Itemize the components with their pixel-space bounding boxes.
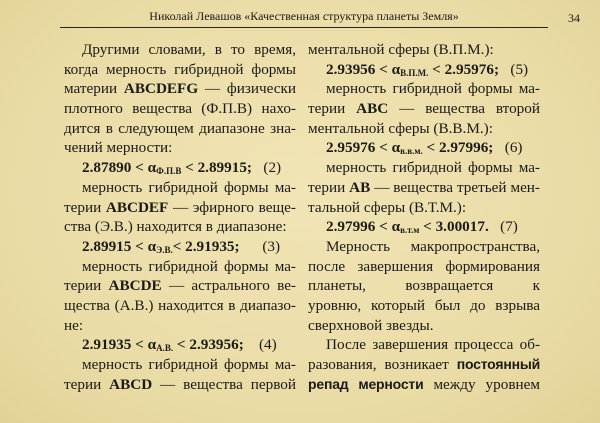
- text-line: плотного вещества (Ф.П.В) нахо-: [64, 100, 296, 118]
- text-line: после завершения формирования: [308, 257, 540, 275]
- text-line: мерность гибридной формы ма-: [82, 356, 296, 373]
- text-line: щества (А.В.) находится в диапазо-: [64, 296, 296, 314]
- text-line: [64, 198, 296, 218]
- header-rule: [60, 27, 548, 28]
- running-header: [60, 9, 548, 33]
- text-segment: терии: [64, 277, 109, 295]
- text-line: не:: [64, 316, 84, 334]
- left-column: [64, 40, 296, 394]
- matter-form-label: AB: [349, 178, 371, 196]
- formula-6: $2.95976 < \alpha_{в.в.м.} < 2.97996$; (6): [326, 139, 523, 157]
- equation-number: (3): [262, 237, 281, 255]
- text-segment: — вещества второй: [388, 100, 540, 118]
- emphasis-text: постоянный: [456, 356, 540, 372]
- text-segment: терии: [64, 198, 106, 216]
- text-line: мерность гибридной формы ма-: [326, 80, 540, 98]
- text-line: [64, 375, 296, 395]
- header-title: Николай Левашов «Качественная структура планеты Земля»: [149, 9, 459, 23]
- formula-2: $2.87890 < \alpha_{Ф.П.В} < 2.89915$; (2): [82, 159, 282, 177]
- text-segment: разования, возникает: [308, 356, 457, 373]
- text-segment: — вещества первой: [152, 375, 296, 393]
- text-line: мерность гибридной формы ма-: [326, 159, 540, 177]
- matter-form-label: ABCDEFG: [123, 80, 199, 98]
- text-line: ментальной сферы (В.В.М.):: [308, 119, 493, 137]
- text-line: дится в следующем диапазоне зна-: [64, 119, 296, 137]
- text-line: мерность гибридной формы ма-: [82, 178, 296, 196]
- text-line: [308, 375, 540, 395]
- text-segment: терии: [308, 100, 357, 118]
- text-segment: материи: [64, 80, 124, 98]
- text-line: Мерность макропространства,: [326, 237, 540, 255]
- text-line: [64, 79, 296, 99]
- text-line: когда мерность гибридной формы: [64, 60, 296, 78]
- matter-form-label: ABCD: [109, 375, 153, 393]
- text-line: После завершения процесса об-: [326, 336, 540, 354]
- text-segment: между уровнем: [433, 375, 540, 393]
- equation-number: (5): [510, 60, 529, 78]
- text-segment: — астрального ве-: [161, 277, 296, 295]
- text-line: [308, 355, 540, 375]
- text-line: [308, 178, 540, 198]
- matter-form-label: ABCDEF: [105, 198, 169, 216]
- text-line: ства (Э.В.) находится в диапазоне:: [64, 218, 287, 236]
- text-line: мерность гибридной формы ма-: [82, 257, 296, 275]
- text-segment: — эфирного веще-: [168, 198, 296, 216]
- equation-number: (6): [504, 139, 523, 157]
- right-column: [308, 40, 540, 394]
- page-number: 34: [568, 11, 580, 25]
- text-line: тальной сферы (В.Т.М.):: [308, 198, 467, 216]
- text-line: Другими словами, в то время,: [82, 41, 296, 58]
- equation-number: (7): [500, 218, 518, 236]
- formula-7: $2.97996 < \alpha_{в.т.м} < 3.00017$. (7): [326, 218, 518, 236]
- text-line: уровню, который был до взрыва: [308, 296, 540, 314]
- formula-4: $2.91935 < \alpha_{А.В.} < 2.93956$; (4): [82, 336, 277, 354]
- text-segment: — физически: [198, 80, 296, 98]
- text-line: планеты, возвращается к: [308, 277, 540, 295]
- text-line: [64, 276, 296, 296]
- formula-3: $2.89915 < \alpha_{Э.В.}< 2.91935$; (3): [82, 237, 281, 255]
- text-segment: терии: [308, 178, 350, 196]
- equation-number: (4): [258, 336, 277, 354]
- emphasis-text: репад мерности: [308, 375, 424, 392]
- text-segment: — вещества третьей мен-: [370, 178, 540, 196]
- text-line: ментальной сферы (В.П.М.):: [308, 41, 494, 58]
- text-line: сверхновой звезды.: [308, 316, 434, 334]
- text-segment: терии: [64, 375, 110, 393]
- equation-number: (2): [263, 159, 282, 177]
- text-line: чений мерности:: [64, 139, 173, 157]
- matter-form-label: ABC: [356, 100, 389, 118]
- text-line: [308, 99, 540, 119]
- formula-5: $2.93956 < \alpha_{В.П.М.} < 2.95976$; (5): [326, 60, 529, 78]
- matter-form-label: ABCDE: [108, 277, 162, 295]
